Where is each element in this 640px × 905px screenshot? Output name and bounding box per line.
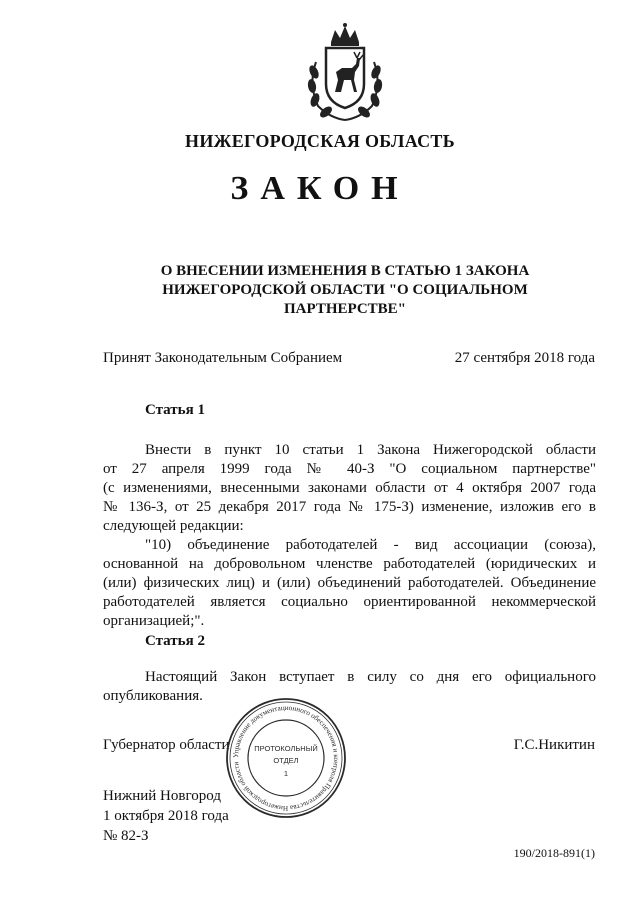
adoption-line (103, 350, 595, 367)
law-number: № 82-З (103, 828, 149, 844)
text-line: Внести в пункт 10 статьи 1 Закона Нижегородской области (145, 442, 596, 458)
law-subject-line: О ВНЕСЕНИИ ИЗМЕНЕНИЯ В СТАТЬЮ 1 ЗАКОНА (160, 263, 530, 279)
article-2-title: Статья 2 (145, 633, 205, 649)
article-1-paragraph-2 (103, 536, 596, 631)
governor-name: Г.С.Никитин (513, 737, 595, 753)
text-line: основанной на добровольном членстве работодателей (юридических и (103, 556, 596, 572)
place-date-number (103, 786, 229, 846)
text-line: (с изменениями, внесенными законами области от 4 октября 2007 года (103, 480, 596, 496)
stamp-ring-text: Управление документационного обеспечения и контроля Правительства Нижегородской области (231, 703, 341, 813)
text-line: следующей редакции: (103, 518, 244, 534)
adoption-text: Принят Законодательным Собранием (103, 350, 343, 366)
stamp-line-1: ПРОТОКОЛЬНЫЙ (254, 744, 318, 753)
city: Нижний Новгород (103, 788, 221, 804)
text-line: организацией;". (103, 613, 205, 629)
article-1-paragraph-1 (103, 441, 596, 536)
official-stamp (224, 696, 348, 820)
text-line: работодателей является социально ориентированной некоммерческой (103, 594, 596, 610)
adoption-date: 27 сентября 2018 года (454, 350, 595, 366)
stamp-number: 1 (283, 769, 289, 778)
stamp-line-2: ОТДЕЛ (273, 756, 299, 765)
text-line: № 136-З, от 25 декабря 2017 года № 175-З) изменение, изложив его в (103, 499, 596, 515)
law-subject-line: НИЖЕГОРОДСКОЙ ОБЛАСТИ "О СОЦИАЛЬНОМ (162, 282, 528, 298)
coat-of-arms-icon (302, 22, 388, 122)
governor-title: Губернатор области (103, 737, 230, 753)
text-line: Настоящий Закон вступает в силу со дня его официального (145, 669, 596, 685)
signing-date: 1 октября 2018 года (103, 808, 229, 824)
text-line: от 27 апреля 1999 года № 40-З "О социальном партнерстве" (103, 461, 596, 477)
article-2-paragraph (103, 668, 596, 706)
region-name: НИЖЕГОРОДСКАЯ ОБЛАСТЬ (185, 131, 455, 151)
article-1-title: Статья 1 (145, 402, 205, 418)
law-subject-line: ПАРТНЕРСТВЕ" (283, 301, 407, 317)
document-type: ЗАКОН (230, 170, 410, 207)
text-line: опубликования. (103, 688, 203, 704)
registration-number: 190/2018-891(1) (513, 846, 595, 860)
law-subject (130, 262, 560, 319)
text-line: (или) физических лиц) и (или) объединений работодателей. Объединение (103, 575, 596, 591)
text-line: "10) объединение работодателей - вид ассоциации (союза), (145, 537, 596, 553)
